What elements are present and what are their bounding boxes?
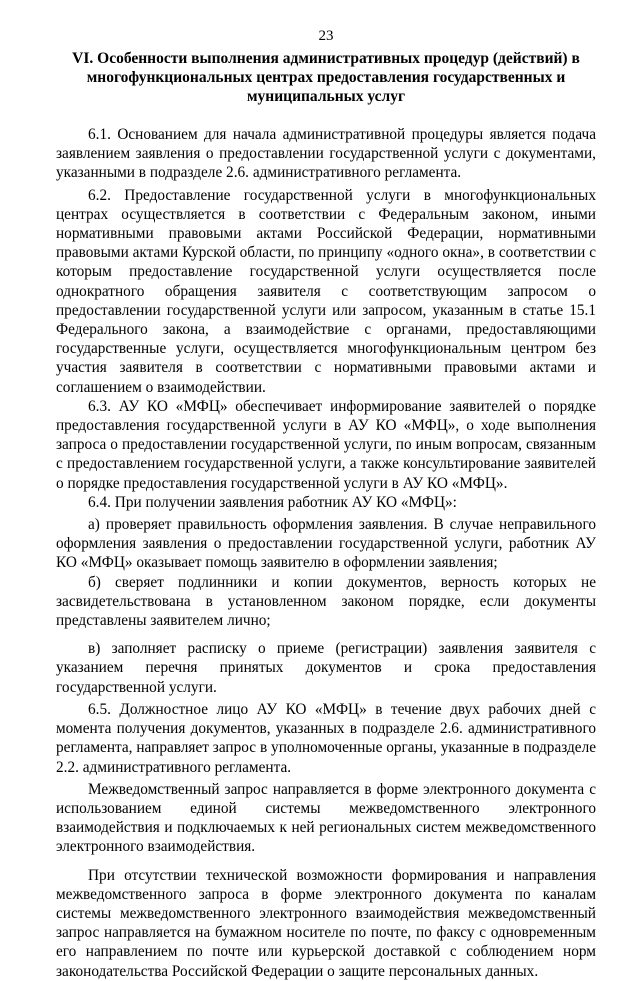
paragraph-6-5: 6.5. Должностное лицо АУ КО «МФЦ» в течение двух рабочих дней с момента получения документов, указанных в подразделе 2.6. административного регламента, направляет запрос в уполномоченные органы, указанные в подразделе 2.2. административного регламента. [56,700,596,776]
section-title: VI. Особенности выполнения административных процедур (действий) в многофункциональных центрах предоставления государственных и муниципальных услуг [72,50,580,105]
page-number: 23 [318,28,334,44]
list-item-v: в) заполняет расписку о приеме (регистрации) заявления заявителя с указанием перечня принятых документов и срока предоставления государственной услуги. [56,640,596,696]
document-page [56,28,596,981]
paragraph-6-1: 6.1. Основанием для начала административной процедуры является подача заявлением заявления о предоставлении государственной услуги с документами, указанными в подразделе 2.6. административного регламента. [56,126,596,182]
paragraph-6-3: 6.3. АУ КО «МФЦ» обеспечивает информирование заявителей о порядке предоставления государственной услуги в АУ КО «МФЦ», о ходе выполнения запроса о предоставлении государственной услуги, по иным вопросам, связанным с предоставлением государственной услуги, а также консультирование заявителей о порядке предоставления государственной услуги в АУ КО «МФЦ». [56,397,596,492]
document-body [56,125,596,981]
paragraph-paper-request: При отсутствии технической возможности формирования и направления межведомственного запроса в форме электронного документа по каналам системы межведомственного электронного взаимодействия межведомственный запрос направляется на бумажном носителе по почте, по факсу с одновременным его направлением по почте или курьерской доставкой с соблюдением норм законодательства Российской Федерации о защите персональных данных. [56,866,596,980]
list-item-b: б) сверяет подлинники и копии документов, верность которых не засвидетельствована в установленном законом порядке, если документы представлены заявителем лично; [56,573,596,630]
paragraph-6-4: 6.4. При получении заявления работник АУ КО «МФЦ»: [88,493,457,511]
paragraph-6-2: 6.2. Предоставление государственной услуги в многофункциональных центрах осуществляется в соответствии с Федеральным законом, иными нормативными правовыми актами Российской Федерации, нормативными правовыми актами Курской области, по принципу «одного окна», в соответствии с которым предоставление государственной услуги осуществляется после однократного обращения заявителя с соответствующим запросом о предоставлении государственной услуги или запросом, указанным в статье 15.1 Федерального закона, а взаимодействие с органами, предоставляющими государственные услуги, осуществляется многофункциональным центром без участия заявителя в соответствии с нормативными правовыми актами и соглашением о взаимодействии. [56,186,596,396]
list-item-a: а) проверяет правильность оформления заявления. В случае неправильного оформления заявления о предоставлении государственной услуги, работник АУ КО «МФЦ» оказывает помощь заявителю в оформлении заявления; [56,516,596,572]
paragraph-interagency-request: Межведомственный запрос направляется в форме электронного документа с использованием единой системы межведомственного электронного взаимодействия и подключаемых к ней региональных систем межведомственного электронного взаимодействия. [56,780,596,856]
